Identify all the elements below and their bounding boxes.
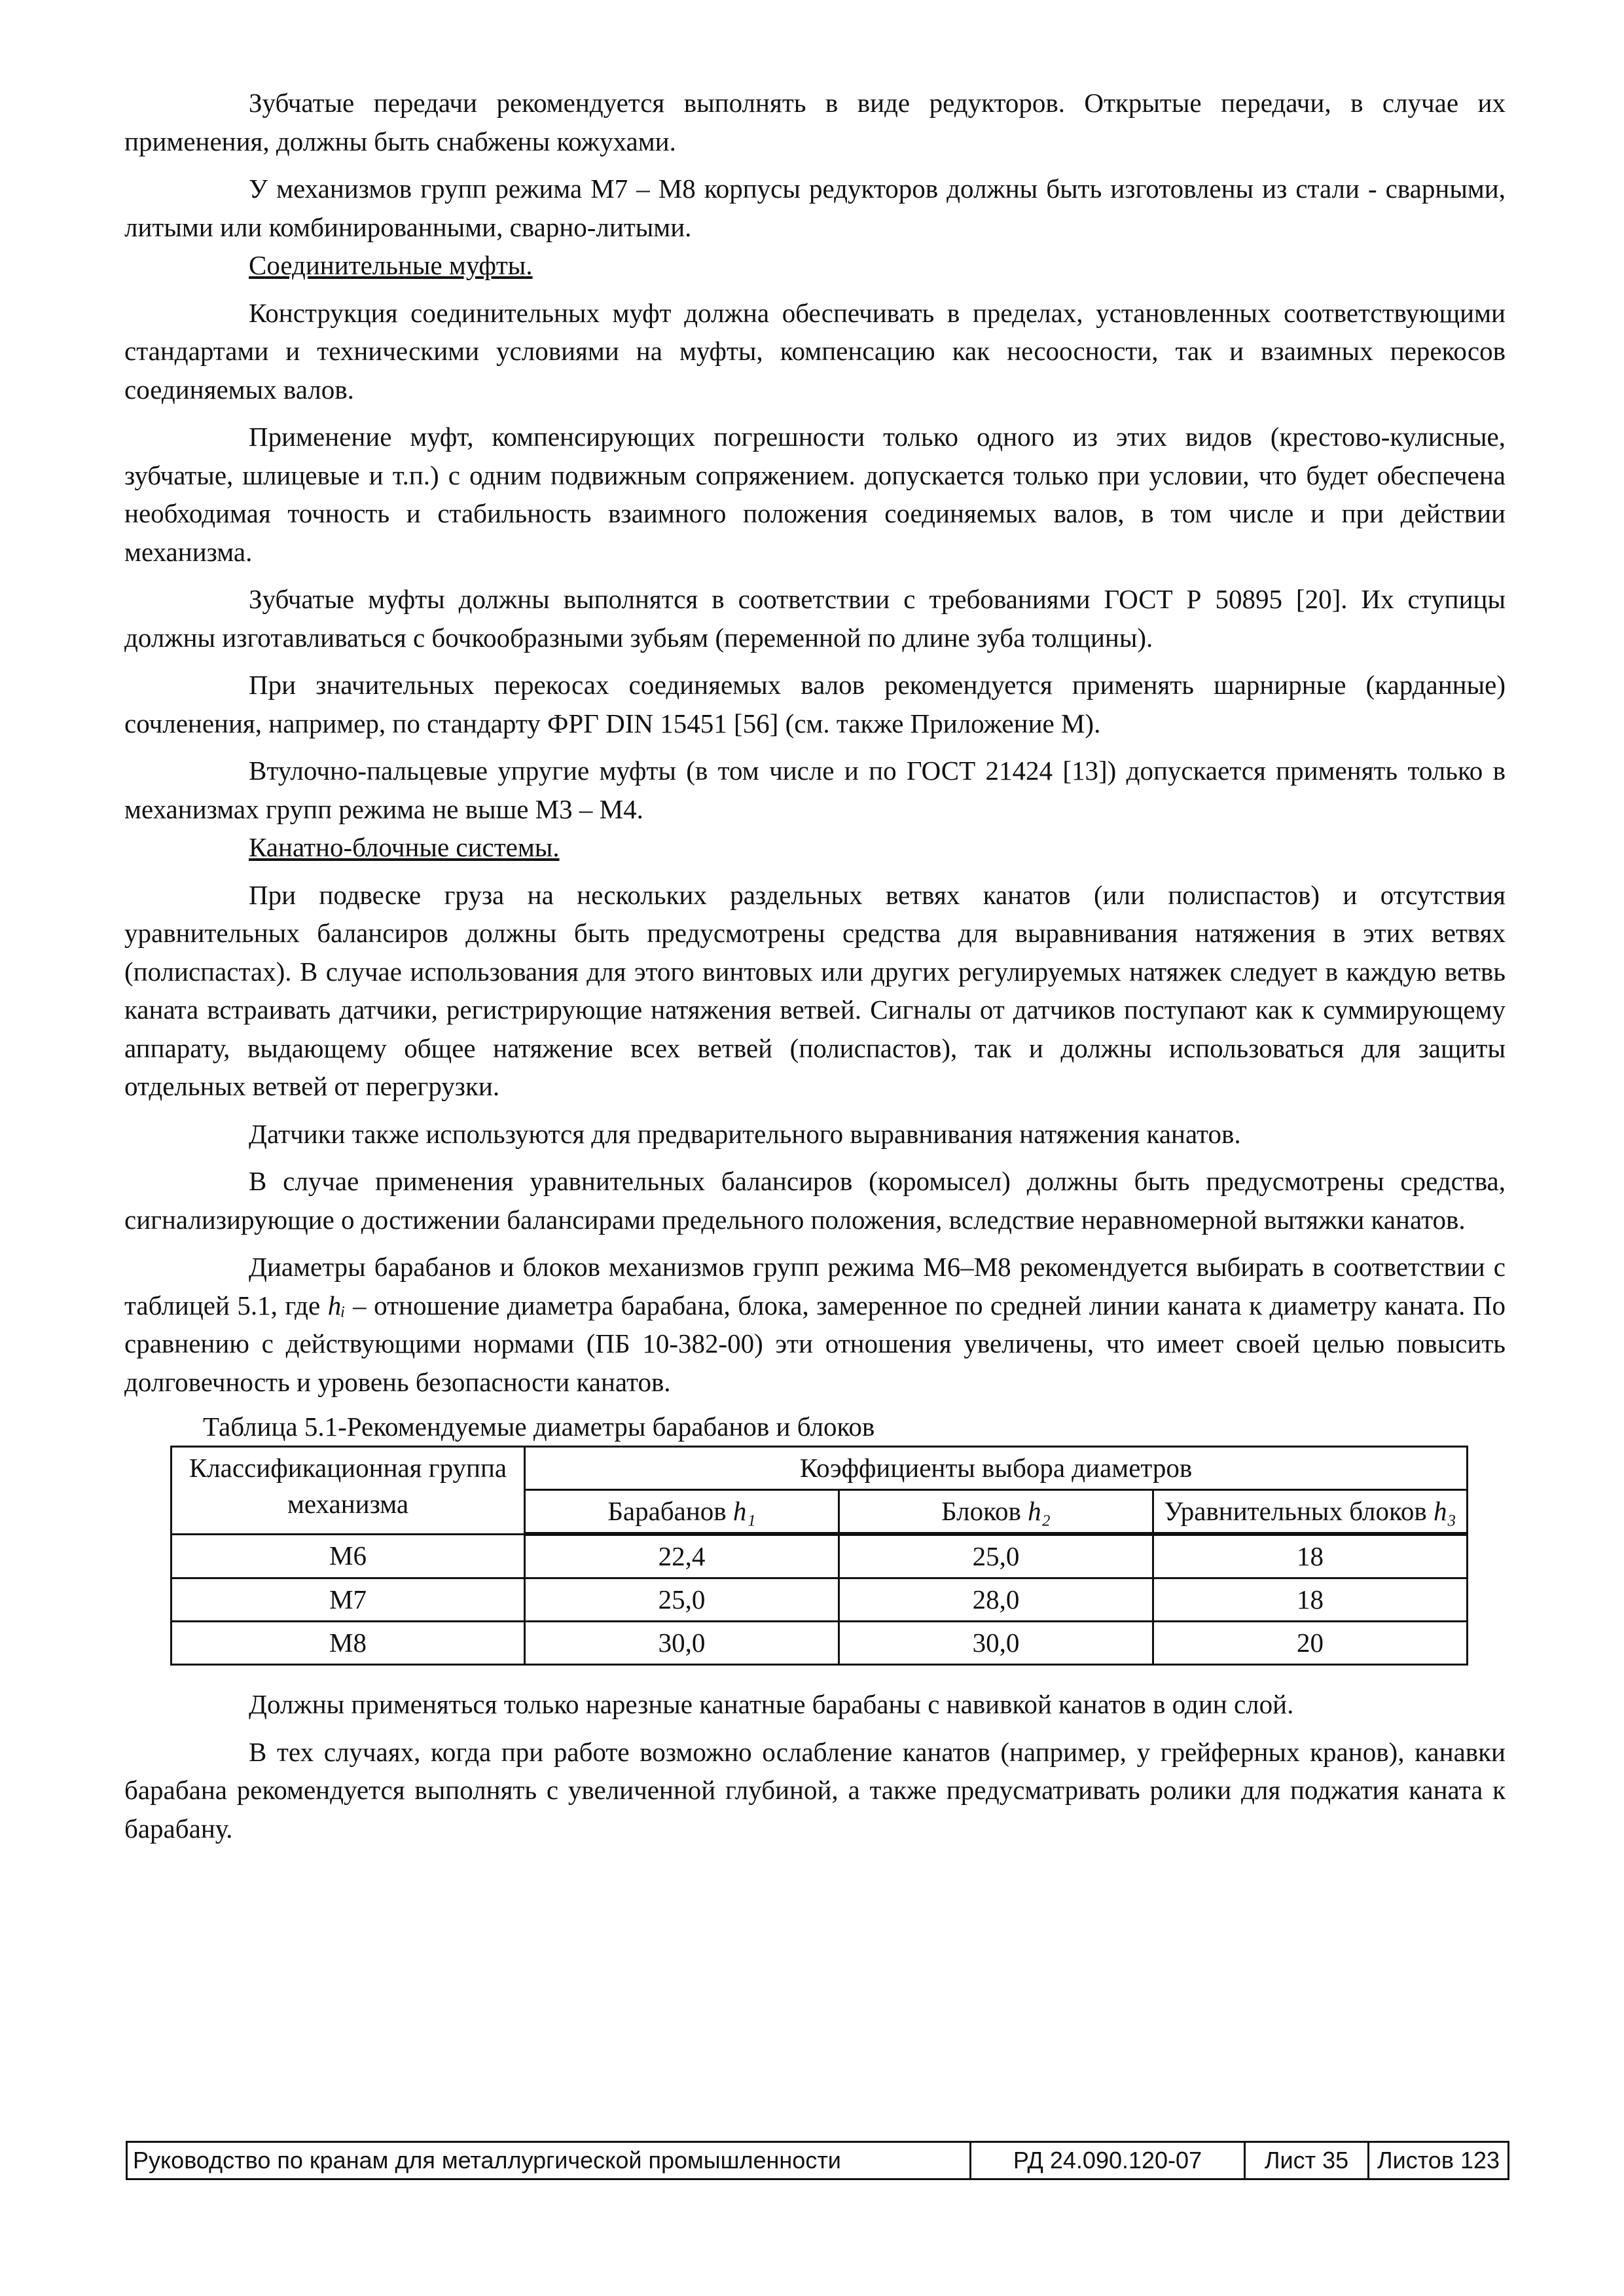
paragraph-sensors: Датчики также используются для предварительного выравнивания натяжения канатов. — [249, 1118, 1241, 1149]
document-page — [124, 84, 1506, 1848]
table-cell: 30,0 — [839, 1622, 1153, 1665]
header-mechanism-group: Классификационная группа механизма — [171, 1447, 525, 1535]
footer-stamp — [126, 2141, 1509, 2180]
paragraph-reducer-housings: У механизмов групп режима М7 – М8 корпусы редукторов должны быть изготовлены из стали - сварными, литыми или комбинированными, сварно-литыми. — [124, 173, 1506, 242]
header-blocks: Блоков h₂ — [839, 1490, 1153, 1535]
table-cell: М7 — [171, 1578, 525, 1622]
table-row — [171, 1622, 1468, 1665]
paragraph-gear-couplings: Зубчатые муфты должны выполнятся в соответствии с требованиями ГОСТ Р 50895 [20]. Их ступицы должны изготавливаться с бочкообразными зубьям (переменной по длине зуба толщины). — [124, 584, 1506, 653]
table-cell: 18 — [1153, 1534, 1468, 1578]
footer-title: Руководство по кранам для металлургической промышленности — [128, 2143, 971, 2178]
table-row — [171, 1534, 1468, 1578]
table-cell: М6 — [171, 1534, 525, 1578]
header-drums: Барабанов h₁ — [525, 1490, 839, 1535]
paragraph-gears: Зубчатые передачи рекомендуется выполнять в виде редукторов. Открытые передачи, в случае их применения, должны быть снабжены кожухами. — [124, 88, 1506, 156]
section-heading-rope-block-systems: Канатно-блочные системы. — [249, 832, 560, 862]
footer-doc-code: РД 24.090.120-07 — [971, 2143, 1246, 2178]
paragraph-elastic-couplings: Втулочно-пальцевые упругие муфты (в том числе и по ГОСТ 21424 [13]) допускается применять только в механизмах групп режима не выше М3 – М4. — [124, 756, 1506, 824]
table-cell: 28,0 — [839, 1578, 1153, 1622]
header-equalizing-blocks: Уравнительных блоков h₃ — [1153, 1490, 1468, 1535]
paragraph-balancers: В случае применения уравнительных балансиров (коромысел) должны быть предусмотрены средства, сигнализирующие о достижении балансирами предельного положения, вследствие неравномерной вытяжки канатов. — [124, 1166, 1506, 1235]
table-cell: М8 — [171, 1622, 525, 1665]
paragraph-coupling-design: Конструкция соединительных муфт должна обеспечивать в пределах, установленных соответствующими стандартами и техническими условиями на муфты, компенсацию как несоосности, так и взаимных перекосов соединяемых валов. — [124, 297, 1506, 405]
table-cell: 22,4 — [525, 1534, 839, 1578]
paragraph-rope-tension: При подвеске груза на нескольких раздельных ветвях канатов (или полиспастов) и отсутствия уравнительных балансиров должны быть предусмотрены средства для выравнивания натяжения в этих ветвях (полиспастах). В случае использования для этого винтовых или других регулируемых натяжек следует в каждую ветвь каната встраивать датчики, регистрирующие натяжения ветвей. Сигналы от датчиков поступают как к суммирующему аппарату, выдающему общее натяжение всех ветвей (полиспастов), так и должны использоваться для защиты отдельных ветвей от перегрузки. — [124, 879, 1506, 1101]
paragraph-threaded-drums: Должны применяться только нарезные канатные барабаны с навивкой канатов в один слой. — [249, 1689, 1294, 1719]
table-cell: 25,0 — [525, 1578, 839, 1622]
paragraph-grab-cranes: В тех случаях, когда при работе возможно ослабление канатов (например, у грейферных кранов), канавки барабана рекомендуется выполнять с увеличенной глубиной, а также предусматривать ролики для поджатия каната к барабану. — [124, 1736, 1506, 1844]
header-coefficients: Коэффициенты выбора диаметров — [525, 1447, 1468, 1490]
section-heading-couplings: Соединительные муфты. — [249, 250, 533, 280]
table-caption: Таблица 5.1-Рекомендуемые диаметры барабанов и блоков — [203, 1412, 875, 1442]
table-row — [171, 1578, 1468, 1622]
paragraph-cardan-joints: При значительных перекосах соединяемых валов рекомендуется применять шарнирные (карданные) сочленения, например, по стандарту ФРГ DIN 15451 [56] (см. также Приложение М). — [124, 670, 1506, 738]
table-cell: 30,0 — [525, 1622, 839, 1665]
diameter-table — [170, 1446, 1468, 1666]
table-cell: 18 — [1153, 1578, 1468, 1622]
table-cell: 25,0 — [839, 1534, 1153, 1578]
table-cell: 20 — [1153, 1622, 1468, 1665]
footer-sheet-number: Лист 35 — [1246, 2143, 1369, 2178]
footer-total-sheets: Листов 123 — [1377, 2147, 1500, 2174]
paragraph-coupling-types: Применение муфт, компенсирующих погрешности только одного из этих видов (крестово-кулисные, зубчатые, шлицевые и т.п.) с одним подвижным сопряжением. допускается только при условии, что будет обеспечена необходимая точность и стабильность взаимного положения соединяемых валов, в том числе и при действии механизма. — [124, 422, 1506, 567]
paragraph-diameters: Диаметры барабанов и блоков механизмов групп режима М6–М8 рекомендуется выбирать в соответствии с таблицей 5.1, где hᵢ – отношение диаметра барабана, блока, замеренное по средней линии каната к диаметру каната. По сравнению с действующими нормами (ПБ 10-382-00) эти отношения увеличены, что имеет своей целью повысить долговечность и уровень безопасности канатов. — [124, 1252, 1506, 1397]
